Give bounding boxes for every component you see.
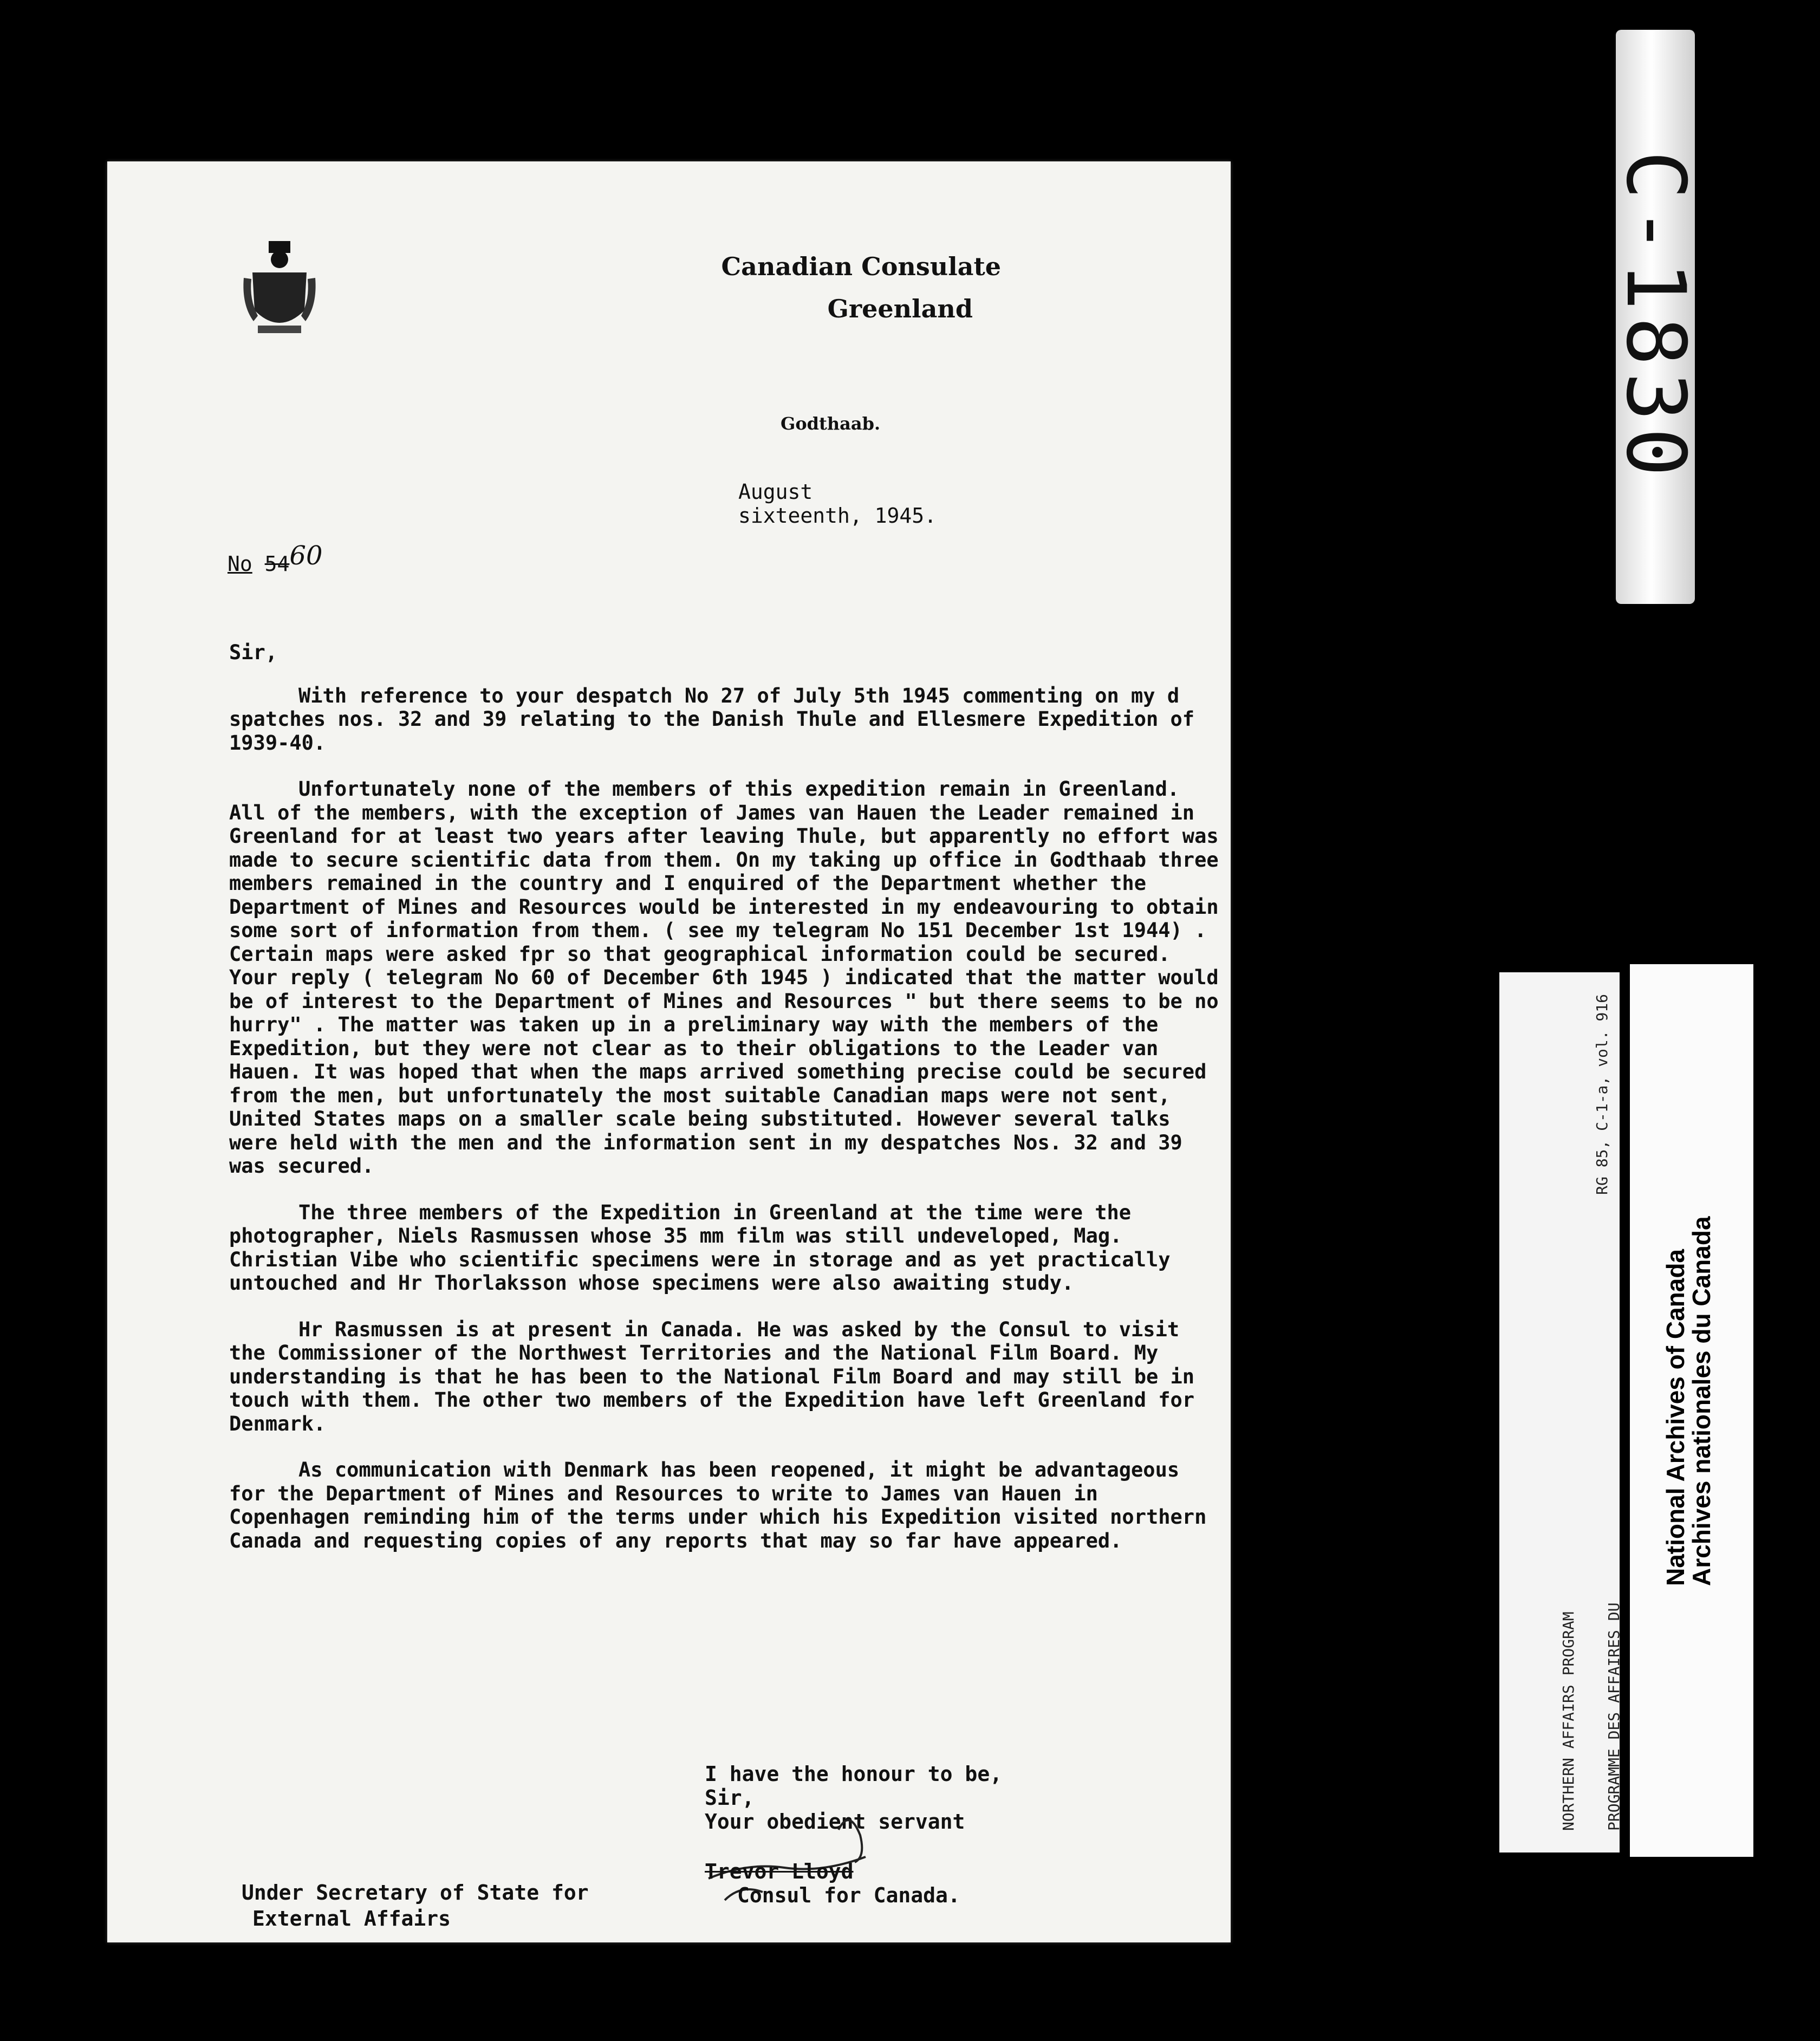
closing-line: I have the honour to be, [705,1762,1003,1786]
letter-body [229,641,1220,1575]
file-number [227,541,323,577]
closing-line: Your obedient servant [705,1810,965,1834]
recipient-line: Under Secretary of State for [242,1881,589,1904]
salutation: Sir, [229,641,278,664]
closing-line: Sir, [705,1786,755,1810]
letter-page [107,161,1231,1942]
paragraph: Hr Rasmussen is at present in Canada. He was asked by the Consul to visit the Commissioner of the Northwest Territories and the National Film Board. My understanding is that he has been to the National Film Board and may still be in touch with them. The other two members of the Expedition have left Greenland for Denmark. [229,1317,1195,1435]
file-number-struck: 54 [264,552,290,576]
letterhead-place: Godthaab. [781,413,881,434]
recipient [242,1880,589,1930]
date-month: August [738,480,813,504]
date-day-year: sixteenth, 1945. [738,504,937,528]
archive-name-en: National Archives of Canada [1661,1249,1689,1586]
paragraph: Unfortunately none of the members of this expedition remain in Greenland. All of the members, with the exception of James van Hauen the Leader remained in Greenland for at least two years after leaving Thule, but apparently no effort was made to secure scientific data from them. On my taking up office in Godthaab three members remained in the country and I enquired of the Department whether the Department of Mines and Resources would be interested in my endeavouring to obtain some sort of information from them. ( see my telegram No 151 December 1st 1944) . Certain maps were asked fpr so that geographical information could be secured. Your reply ( telegram No 60 of December 6th 1945 ) indicated that the matter would be of interest to the Department of Mines and Resources " but there seems to be no hurry" . The matter was taken up in a preliminary way with the members of the Expedition, but they were not clear as to their obligations to the Leader van Hauen. It was hoped that when the maps arrived something precise could be secured from the men, but unfortunately the most suitable Canadian maps were not sent, United States maps on a smaller scale being substituted. However several talks were held with the men and the information sent in my despatches Nos. 32 and 39 was secured. [229,777,1219,1178]
signature-title: Consul for Canada. [737,1883,960,1907]
archive-name-fr: Archives nationales du Canada [1687,1216,1715,1586]
letterhead [107,245,1001,330]
reference-line: PROGRAMME DES AFFAIRES DU [1605,1602,1623,1831]
reference-line: NORTHERN AFFAIRS PROGRAM [1559,1611,1577,1831]
paragraph: With reference to your despatch No 27 of July 5th 1945 commenting on my d spatches nos. 32 and 39 relating to the Danish Thule and Ellesmere Expedition of 1939-40. [229,684,1195,755]
reference-line: RG 85, C-1-a, vol. 916 [1593,994,1611,1195]
letter-date [738,480,937,528]
recipient-line: External Affairs [252,1907,451,1930]
paragraph: The three members of the Expedition in Greenland at the time were the photographer, Niels Rasmussen whose 35 mm film was still undeveloped, Mag. Christian Vibe who scientific specimens were in storage and as yet practically untouched and Hr Thorlaksson whose specimens were also awaiting study. [229,1200,1171,1295]
signature-block [705,1860,960,1907]
reel-number: C-1830 [1608,151,1702,483]
archive-label [1630,964,1753,1857]
reference-label [1499,972,1623,1852]
signature-name: Trevor Lloyd [705,1860,854,1883]
file-number-prefix: No [227,552,252,576]
letterhead-title: Canadian Consulate [721,252,1001,281]
reel-number-tab [1608,30,1702,604]
file-number-handwritten: 60 [289,541,323,571]
paragraph: As communication with Denmark has been reopened, it might be advantageous for the Department of Mines and Resources to write to James van Hauen in Copenhagen reminding him of the terms under which his Expedition visited northern Canada and requesting copies of any reports that may so far have appeared. [229,1458,1207,1552]
letterhead-subtitle: Greenland [827,294,973,323]
